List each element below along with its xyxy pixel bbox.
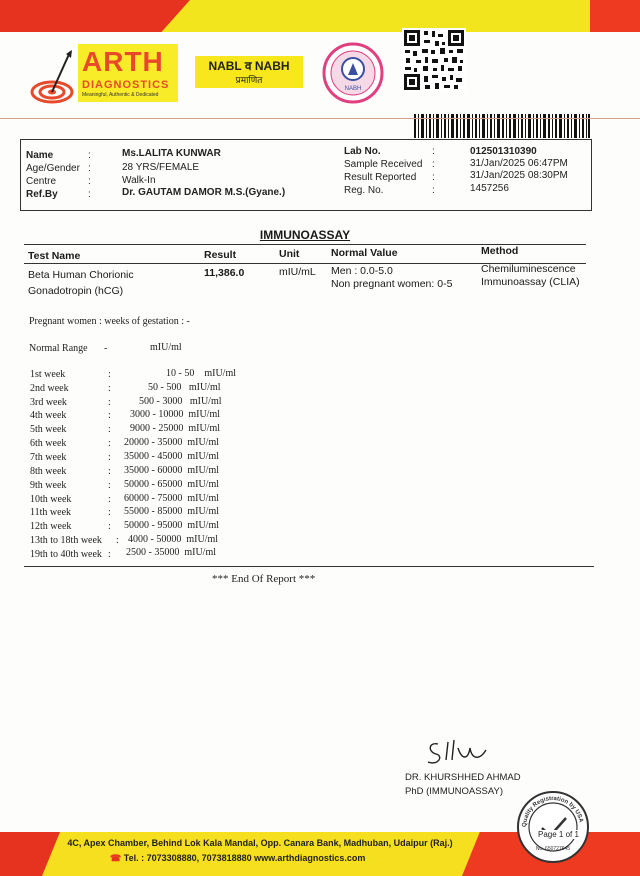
- week-range: 2500 - 35000 mIU/ml: [126, 547, 216, 558]
- week-range: 3000 - 10000 mIU/ml: [130, 409, 220, 420]
- week-name: 4th week: [30, 410, 67, 421]
- quality-stamp-icon: [516, 790, 590, 864]
- week-range: 60000 - 75000 mIU/ml: [124, 493, 219, 504]
- week-range: 9000 - 25000 mIU/ml: [130, 423, 220, 434]
- accreditation-text: NABL व NABH: [208, 59, 290, 73]
- test-result: 11,386.0: [204, 267, 245, 279]
- reported-label: Result Reported: [344, 172, 417, 183]
- end-rule: [24, 566, 594, 567]
- nabh-logo-icon: [322, 42, 384, 104]
- normal-range-label: Normal Range: [29, 343, 88, 354]
- week-name: 10th week: [30, 494, 72, 505]
- week-name: 12th week: [30, 521, 72, 532]
- referring-doctor: Dr. GAUTAM DAMOR M.S.(Gyane.): [122, 187, 286, 198]
- colon: :: [108, 466, 111, 477]
- test-name-line2: Gonadotropin (hCG): [28, 285, 124, 297]
- week-name: 2nd week: [30, 383, 69, 394]
- colon: :: [432, 159, 435, 170]
- colon: :: [88, 189, 91, 200]
- colon: :: [432, 185, 435, 196]
- week-range: 35000 - 60000 mIU/ml: [124, 465, 219, 476]
- age-label: Age/Gender: [26, 163, 80, 174]
- pregnant-note: Pregnant women : weeks of gestation : -: [29, 316, 190, 327]
- top-banner-red-right: [590, 0, 640, 32]
- page-number: Page 1 of 1: [538, 830, 579, 839]
- patient-centre: Walk-In: [122, 175, 156, 186]
- colon: :: [108, 438, 111, 449]
- week-name: 11th week: [30, 507, 72, 518]
- colon: :: [88, 163, 91, 174]
- patient-name: Ms.LALITA KUNWAR: [122, 148, 221, 159]
- test-unit: mIU/mL: [279, 266, 316, 278]
- doctor-title: PhD (IMMUNOASSAY): [405, 786, 504, 797]
- week-range: 50000 - 65000 mIU/ml: [124, 479, 219, 490]
- week-range: 10 - 50 mIU/ml: [166, 368, 236, 379]
- doctor-name: DR. KHURSHHED AHMAD: [405, 772, 521, 783]
- signature-icon: [424, 738, 494, 768]
- week-name: 1st week: [30, 369, 66, 380]
- test-name-line1: Beta Human Chorionic: [28, 269, 134, 281]
- stamp-text: Quality Registration by USA: [521, 795, 584, 828]
- week-name: 6th week: [30, 438, 67, 449]
- colon: :: [108, 549, 111, 560]
- reg-label: Reg. No.: [344, 185, 384, 196]
- header-result: Result: [204, 249, 237, 261]
- normal-range-dash: -: [104, 343, 108, 354]
- week-range: 500 - 3000 mIU/ml: [139, 396, 222, 407]
- top-banner-red: [0, 0, 190, 32]
- header-method: Method: [481, 245, 519, 257]
- colon: :: [108, 494, 111, 505]
- section-title: IMMUNOASSAY: [259, 228, 351, 242]
- colon: :: [108, 452, 111, 463]
- week-range: 4000 - 50000 mIU/ml: [128, 534, 218, 545]
- week-name: 13th to 18th week: [30, 535, 102, 546]
- lab-no-label: Lab No.: [344, 146, 381, 157]
- week-range: 50000 - 95000 mIU/ml: [124, 520, 219, 531]
- stamp-number: No. 650727645: [535, 846, 571, 852]
- week-name: 7th week: [30, 452, 67, 463]
- logo-tagline: Meaningful, Authentic & Dedicated: [82, 92, 159, 98]
- method-line2: Immunoassay (CLIA): [481, 276, 580, 288]
- result-reported: 31/Jan/2025 08:30PM: [470, 170, 568, 181]
- colon: :: [108, 424, 111, 435]
- header-normal-value: Normal Value: [331, 247, 398, 259]
- normal-value-women: Non pregnant women: 0-5: [331, 278, 453, 290]
- colon: :: [108, 383, 111, 394]
- arth-logo-icon: [30, 48, 76, 106]
- week-name: 3rd week: [30, 397, 67, 408]
- week-name: 8th week: [30, 466, 67, 477]
- week-name: 9th week: [30, 480, 67, 491]
- method-line1: Chemiluminescence: [481, 263, 576, 275]
- normal-range-unit: mIU/ml: [150, 342, 182, 353]
- colon: :: [88, 176, 91, 187]
- colon: :: [108, 507, 111, 518]
- ref-label: Ref.By: [26, 189, 58, 200]
- logo-name: ARTH: [82, 46, 164, 77]
- colon: :: [432, 146, 435, 157]
- logo-sub: DIAGNOSTICS: [82, 79, 170, 91]
- header-test-name: Test Name: [28, 250, 81, 262]
- accreditation-sub: प्रमाणित: [235, 75, 263, 85]
- normal-value-men: Men : 0.0-5.0: [331, 265, 393, 277]
- week-range: 35000 - 45000 mIU/ml: [124, 451, 219, 462]
- week-range: 50 - 500 mIU/ml: [148, 382, 221, 393]
- reg-no: 1457256: [470, 183, 509, 194]
- colon: :: [108, 521, 111, 532]
- footer-contact: [110, 853, 365, 864]
- colon: :: [116, 535, 119, 546]
- header-divider: [0, 118, 640, 119]
- footer-contact-text: Tel. : 7073308880, 7073818880 www.arthdiagnostics.com: [123, 853, 366, 863]
- colon: :: [108, 410, 111, 421]
- colon: :: [108, 397, 111, 408]
- colon: :: [432, 172, 435, 183]
- received-label: Sample Received: [344, 159, 423, 170]
- name-label: Name: [26, 150, 54, 161]
- header-unit: Unit: [279, 248, 300, 260]
- colon: :: [108, 480, 111, 491]
- centre-label: Centre: [26, 176, 57, 187]
- week-name: 19th to 40th week: [30, 549, 102, 560]
- footer-address: 4C, Apex Chamber, Behind Lok Kala Mandal, Opp. Canara Bank, Madhuban, Udaipur (Raj.): [67, 838, 453, 848]
- sample-received: 31/Jan/2025 06:47PM: [470, 158, 568, 169]
- week-range: 55000 - 85000 mIU/ml: [124, 506, 219, 517]
- qr-code-icon: [402, 28, 466, 92]
- lab-no: 012501310390: [470, 146, 537, 157]
- week-name: 5th week: [30, 424, 67, 435]
- colon: :: [88, 150, 91, 161]
- week-range: 20000 - 35000 mIU/ml: [124, 437, 219, 448]
- patient-age: 28 YRS/FEMALE: [122, 162, 200, 173]
- phone-icon: ☎: [110, 853, 122, 863]
- nabh-text: NABH: [344, 86, 362, 92]
- end-of-report: *** End Of Report ***: [212, 573, 316, 585]
- colon: :: [108, 369, 111, 380]
